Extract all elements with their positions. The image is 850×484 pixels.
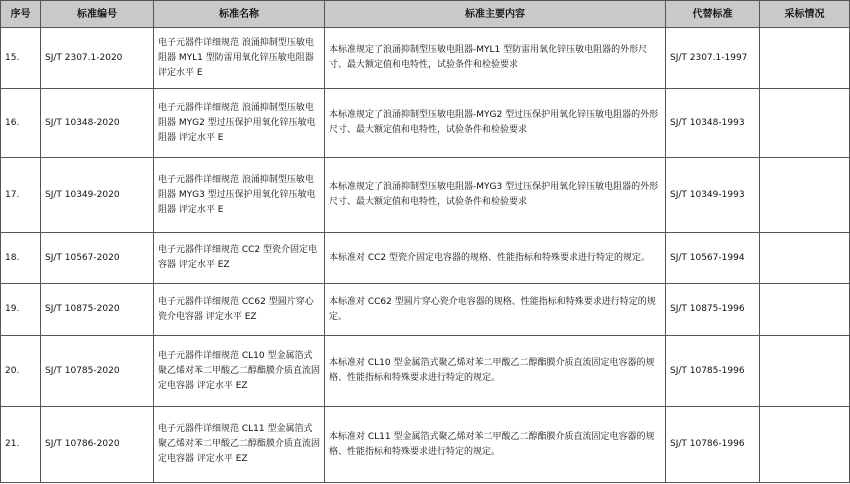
- row-adopt: [760, 158, 850, 233]
- row-content: 本标准对 CL10 型金属箔式聚乙烯对苯二甲酸乙二醇酯膜介质直流固定电容器的规格、性能指标和特殊要求进行特定的规定。: [325, 336, 666, 407]
- row-replace: SJ/T 10875-1996: [666, 284, 760, 336]
- row-adopt: [760, 336, 850, 407]
- row-content: 本标准对 CC62 型圆片穿心瓷介电容器的规格、性能指标和特殊要求进行特定的规定。: [325, 284, 666, 336]
- row-adopt: [760, 284, 850, 336]
- table-row: [1, 336, 850, 407]
- row-code: SJ/T 10786-2020: [41, 407, 154, 483]
- row-seq: 17.: [1, 158, 41, 233]
- table-header-row: [1, 1, 850, 28]
- row-name: 电子元器件详细规范 CC2 型瓷介固定电容器 评定水平 EZ: [154, 233, 325, 284]
- row-code: SJ/T 10875-2020: [41, 284, 154, 336]
- row-seq: 18.: [1, 233, 41, 284]
- row-content: 本标准对 CC2 型瓷介固定电容器的规格、性能指标和特殊要求进行特定的规定。: [325, 233, 666, 284]
- row-code: SJ/T 10785-2020: [41, 336, 154, 407]
- header-name: 标准名称: [154, 1, 325, 28]
- row-code: SJ/T 2307.1-2020: [41, 28, 154, 89]
- header-replace: 代替标准: [666, 1, 760, 28]
- row-seq: 15.: [1, 28, 41, 89]
- row-seq: 21.: [1, 407, 41, 483]
- row-seq: 20.: [1, 336, 41, 407]
- row-name: 电子元器件详细规范 浪涌抑制型压敏电阻器 MYL1 型防雷用氧化锌压敏电阻器 评定水平 E: [154, 28, 325, 89]
- row-replace: SJ/T 10567-1994: [666, 233, 760, 284]
- table-row: [1, 28, 850, 89]
- header-adopt: 采标情况: [760, 1, 850, 28]
- row-replace: SJ/T 10348-1993: [666, 89, 760, 158]
- row-name: 电子元器件详细规范 CC62 型圆片穿心瓷介电容器 评定水平 EZ: [154, 284, 325, 336]
- row-adopt: [760, 28, 850, 89]
- row-content: 本标准规定了浪涌抑制型压敏电阻器-MYL1 型防雷用氧化锌压敏电阻器的外形尺寸、最大额定值和电特性，试验条件和检验要求: [325, 28, 666, 89]
- row-replace: SJ/T 10786-1996: [666, 407, 760, 483]
- table-row: [1, 233, 850, 284]
- row-replace: SJ/T 10349-1993: [666, 158, 760, 233]
- row-seq: 19.: [1, 284, 41, 336]
- row-adopt: [760, 89, 850, 158]
- table-row: [1, 89, 850, 158]
- row-content: 本标准规定了浪涌抑制型压敏电阻器-MYG2 型过压保护用氧化锌压敏电阻器的外形尺寸、最大额定值和电特性，试验条件和检验要求: [325, 89, 666, 158]
- row-replace: SJ/T 10785-1996: [666, 336, 760, 407]
- table-row: [1, 284, 850, 336]
- row-content: 本标准规定了浪涌抑制型压敏电阻器-MYG3 型过压保护用氧化锌压敏电阻器的外形尺寸、最大额定值和电特性，试验条件和检验要求: [325, 158, 666, 233]
- row-code: SJ/T 10349-2020: [41, 158, 154, 233]
- row-replace: SJ/T 2307.1-1997: [666, 28, 760, 89]
- header-code: 标准编号: [41, 1, 154, 28]
- header-content: 标准主要内容: [325, 1, 666, 28]
- row-code: SJ/T 10348-2020: [41, 89, 154, 158]
- row-name: 电子元器件详细规范 CL11 型金属箔式聚乙烯对苯二甲酸乙二醇酯膜介质直流固定电容器 评定水平 EZ: [154, 407, 325, 483]
- row-name: 电子元器件详细规范 浪涌抑制型压敏电阻器 MYG3 型过压保护用氧化锌压敏电阻器 评定水平 E: [154, 158, 325, 233]
- row-content: 本标准对 CL11 型金属箔式聚乙烯对苯二甲酸乙二醇酯膜介质直流固定电容器的规格、性能指标和特殊要求进行特定的规定。: [325, 407, 666, 483]
- row-code: SJ/T 10567-2020: [41, 233, 154, 284]
- table-row: [1, 158, 850, 233]
- row-seq: 16.: [1, 89, 41, 158]
- row-name: 电子元器件详细规范 CL10 型金属箔式聚乙烯对苯二甲酸乙二醇酯膜介质直流固定电容器 评定水平 EZ: [154, 336, 325, 407]
- row-adopt: [760, 233, 850, 284]
- header-seq: 序号: [1, 1, 41, 28]
- row-adopt: [760, 407, 850, 483]
- table-row: [1, 407, 850, 483]
- row-name: 电子元器件详细规范 浪涌抑制型压敏电阻器 MYG2 型过压保护用氧化锌压敏电阻器 评定水平 E: [154, 89, 325, 158]
